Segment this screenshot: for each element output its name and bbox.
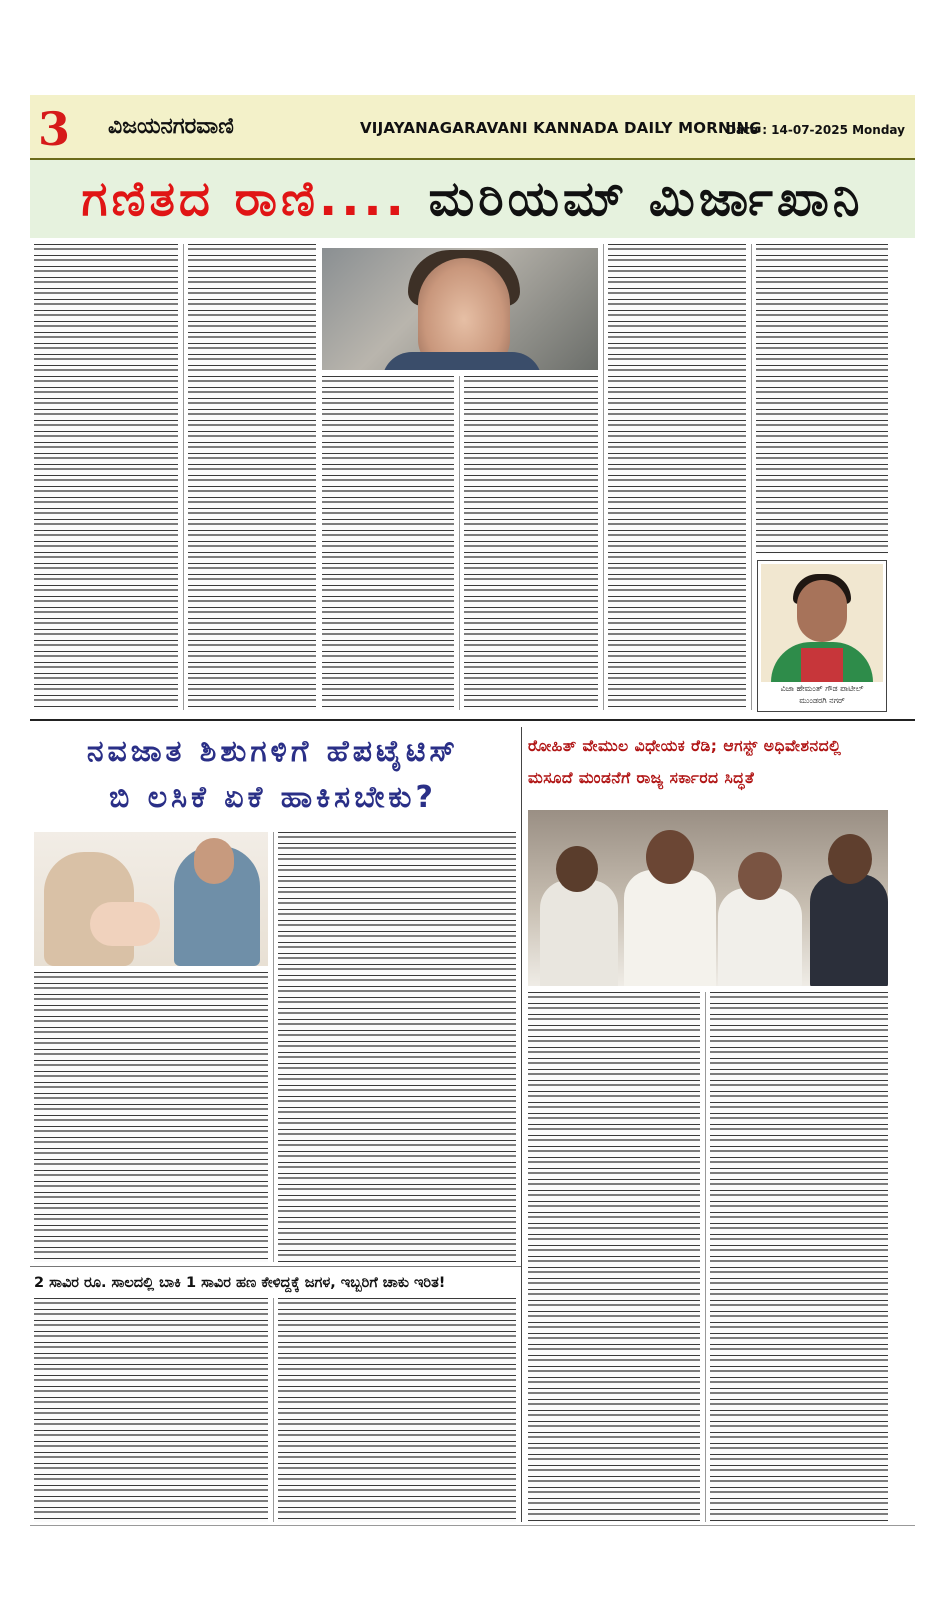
section-divider <box>30 719 915 721</box>
author-photo <box>761 564 883 682</box>
author-caption <box>761 683 883 707</box>
page-number: 3 <box>38 102 71 156</box>
bottom-column-2 <box>278 1298 516 1522</box>
author-place: ಮುಂಡರಗಿ ನಗರ್ <box>799 696 845 705</box>
lead-headline-box <box>30 160 915 238</box>
lead-column-5 <box>608 244 746 710</box>
rohith-column-2 <box>710 992 888 1522</box>
press-meet-photo <box>528 810 888 986</box>
lead-headline-part2: ಮರಿಯಮ್ ಮಿರ್ಜಾಖಾನಿ <box>428 171 864 227</box>
column-rule <box>183 244 184 710</box>
lead-headline-part1: ಗಣಿತದ ರಾಣಿ.... <box>81 171 408 227</box>
section-divider <box>30 1266 521 1267</box>
column-rule <box>273 1298 274 1522</box>
column-rule <box>459 376 460 710</box>
lead-column-3 <box>322 376 454 710</box>
rohith-column-1 <box>528 992 700 1522</box>
author-name: ವಿಜಾ ಹೇಮಂತ್ ಗೌಡ ಪಾಟೀಲ್ <box>780 684 864 693</box>
hepatitis-column-2 <box>278 832 516 1262</box>
paper-name-english: VIJAYANAGARAVANI KANNADA DAILY MORNING <box>360 119 762 137</box>
column-rule <box>273 832 274 1262</box>
hepatitis-headline-line1: ನವಜಾತ ಶಿಶುಗಳಿಗೆ ಹೆಪಟೈಟಿಸ್ <box>86 734 460 769</box>
column-rule <box>521 727 522 1522</box>
lead-headline <box>30 168 915 230</box>
paper-name-kannada: ವಿಜಯನಗರವಾಣಿ <box>108 114 234 139</box>
masthead <box>30 95 915 161</box>
bottom-column-1 <box>34 1298 268 1522</box>
lead-column-4 <box>464 376 598 710</box>
hepatitis-column-1 <box>34 972 268 1262</box>
author-box <box>757 560 887 712</box>
issue-date: Date : 14-07-2025 Monday <box>726 123 905 137</box>
bottom-story-headline: 2 ಸಾವಿರ ರೂ. ಸಾಲದಲ್ಲಿ ಬಾಕಿ 1 ಸಾವಿರ ಹಣ ಕೇಳಿದ್ದಕ್ಕೆ ಜಗಳ, ಇಬ್ಬರಿಗೆ ಚಾಕು ಇರಿತ! <box>34 1275 446 1291</box>
lead-column-2 <box>188 244 316 710</box>
column-rule <box>603 244 604 710</box>
hepatitis-headline <box>30 727 516 825</box>
rohith-vemula-headline: ರೋಹಿತ್ ವೇಮುಲ ವಿಧೇಯಕ ರೆಡಿ; ಆಗಸ್ಟ್ ಅಧಿವೇಶನದಲ್ಲಿ ಮಸೂದೆ ಮಂಡನೆಗೆ ರಾಜ್ಯ ಸರ್ಕಾರದ ಸಿದ್ಧತೆ <box>528 737 842 787</box>
mother-baby-nurse-photo <box>34 832 268 966</box>
lead-column-1 <box>34 244 178 710</box>
column-rule <box>705 992 706 1522</box>
column-rule <box>751 244 752 710</box>
hepatitis-headline-line2: ಬಿ ಲಸಿಕೆ ಏಕೆ ಹಾಕಿಸಬೇಕು? <box>109 780 437 815</box>
page-bottom-rule <box>30 1525 915 1526</box>
lead-column-6 <box>756 244 888 554</box>
maryam-mirzakhani-photo <box>322 248 598 370</box>
